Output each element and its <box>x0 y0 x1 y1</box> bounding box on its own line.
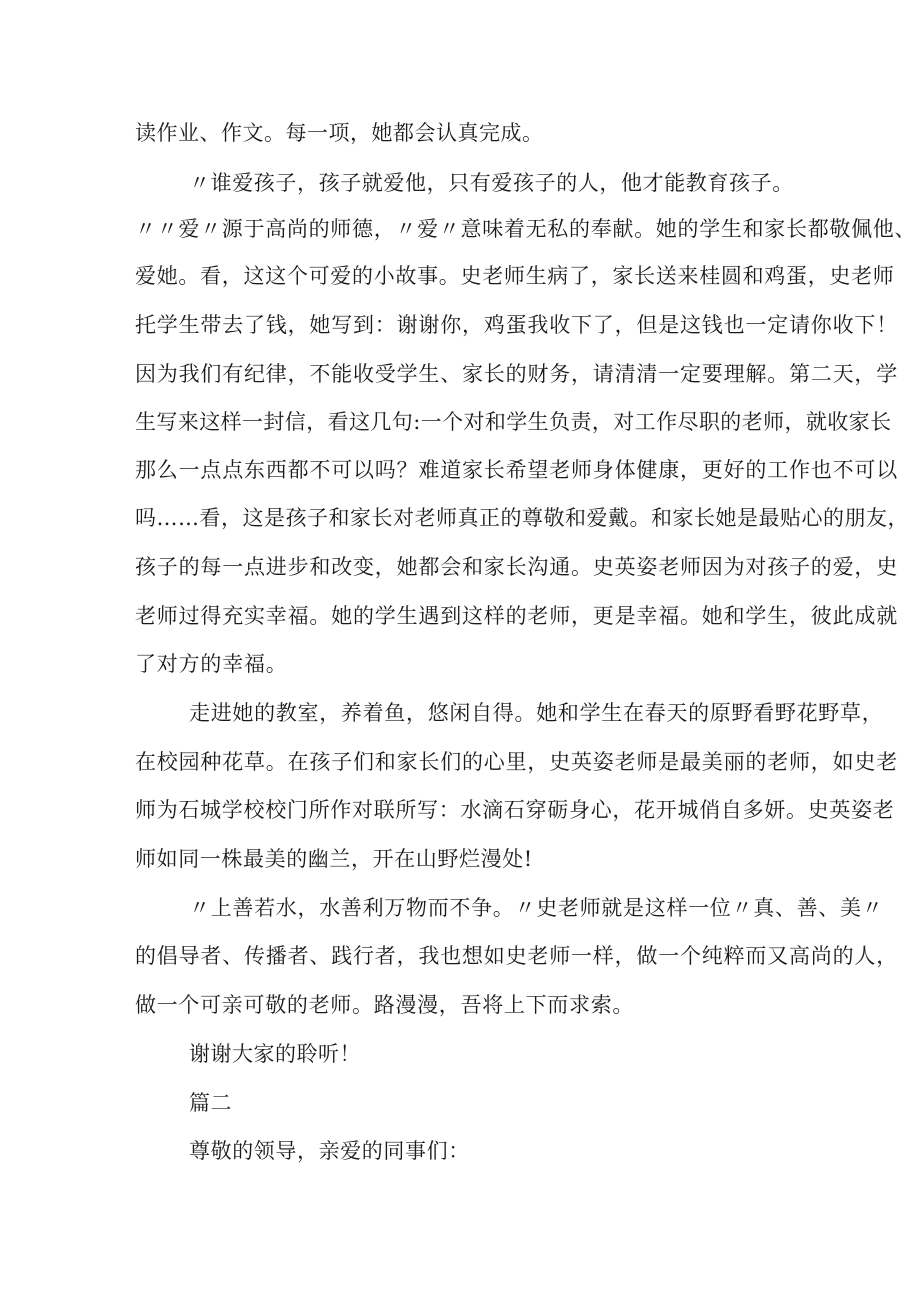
paragraph-line: 读作业、作文。每一项，她都会认真完成。 <box>135 121 544 145</box>
paragraph-line: 孩子的每一点进步和改变，她都会和家长沟通。史英姿老师因为对孩子的爱，史 <box>135 555 898 579</box>
paragraph-line: 吗……看，这是孩子和家长对老师真正的尊敬和爱戴。和家长她是最贴心的朋友， <box>135 506 909 530</box>
paragraph-line: 托学生带去了钱，她写到：谢谢你，鸡蛋我收下了，但是这钱也一定请你收下！ <box>135 313 898 337</box>
paragraph-line: 爱她。看，这这个可爱的小故事。史老师生病了，家长送来桂圆和鸡蛋，史老师 <box>135 264 895 288</box>
paragraph-line: 走进她的教室，养着鱼，悠闲自得。她和学生在春天的原野看野花野草， <box>189 701 884 725</box>
closing-line: 谢谢大家的聆听！ <box>189 1042 361 1066</box>
salutation-line: 尊敬的领导，亲爱的同事们： <box>189 1139 470 1163</box>
paragraph-line: 〃上善若水，水善利万物而不争。〃史老师就是这样一位〃真、善、美〃 <box>189 896 884 920</box>
paragraph-line: 的倡导者、传播者、践行者，我也想如史老师一样，做一个纯粹而又高尚的人， <box>135 944 898 968</box>
paragraph-line: 因为我们有纪律，不能收受学生、家长的财务，请清清一定要理解。第二天，学 <box>135 362 898 386</box>
paragraph-line: 做一个可亲可敬的老师。路漫漫，吾将上下而求索。 <box>135 993 635 1017</box>
paragraph-line: 在校园种花草。在孩子们和家长们的心里，史英姿老师是最美丽的老师，如史老 <box>135 750 898 774</box>
paragraph-line: 了对方的幸福。 <box>135 652 288 676</box>
paragraph-line: 那么一点点东西都不可以吗？难道家长希望老师身体健康，更好的工作也不可以 <box>135 458 898 482</box>
paragraph-line: 师如同一株最美的幽兰，开在山野烂漫处! <box>135 847 533 871</box>
paragraph-line: 〃〃爱〃源于高尚的师德，〃爱〃意味着无私的奉献。她的学生和家长都敬佩他、 <box>135 217 917 241</box>
section-heading: 篇二 <box>189 1091 232 1115</box>
paragraph-line: 〃谁爱孩子，孩子就爱他，只有爱孩子的人，他才能教育孩子。 <box>189 171 794 195</box>
paragraph-line: 师为石城学校校门所作对联所写：水滴石穿砺身心，花开城俏自多妍。史英姿老 <box>135 798 895 822</box>
paragraph-line: 老师过得充实幸福。她的学生遇到这样的老师，更是幸福。她和学生，彼此成就 <box>135 604 898 628</box>
paragraph-line: 生写来这样一封信，看这几句:一个对和学生负责，对工作尽职的老师，就收家长 <box>135 410 892 434</box>
